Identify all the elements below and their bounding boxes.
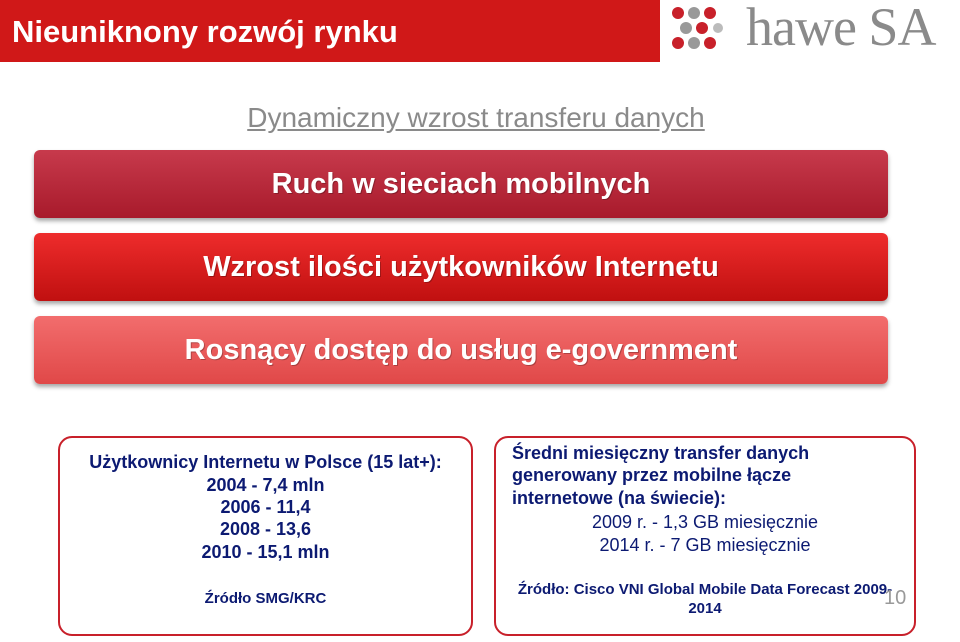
stat-row: 2010 - 15,1 mln <box>201 542 330 562</box>
slide-subtitle: Dynamiczny wzrost transferu danych <box>247 102 705 133</box>
box-source: Źródło: Cisco VNI Global Mobile Data Forecast 2009- <box>517 581 893 598</box>
band-label: Rosnący dostęp do usług e-government <box>184 333 738 366</box>
title-bar <box>0 0 660 62</box>
box-heading: Użytkownicy Internetu w Polsce (15 lat+): <box>89 452 442 472</box>
box-heading: generowany przez mobilne łącze <box>512 465 792 485</box>
mobile-transfer-box <box>494 436 916 636</box>
stat-row: 2014 r. - 7 GB miesięcznie <box>599 535 811 555</box>
stat-row: 2008 - 13,6 <box>219 519 312 539</box>
band-label: Wzrost ilości użytkowników Internetu <box>203 250 719 283</box>
hawe-logo <box>664 0 960 62</box>
box-heading: internetowe (na świecie): <box>512 488 727 508</box>
box-source: Źródło SMG/KRC <box>204 590 327 607</box>
logo-dots-icon <box>664 2 726 60</box>
band-e-government <box>34 316 888 384</box>
stat-row: 2004 - 7,4 mln <box>206 475 325 495</box>
page-number: 10 <box>884 587 907 609</box>
band-label: Ruch w sieciach mobilnych <box>271 167 651 200</box>
stat-row: 2009 r. - 1,3 GB miesięcznie <box>591 512 819 532</box>
logo-brand-text: hawe SA <box>746 0 936 57</box>
page-title: Nieuniknony rozwój rynku <box>12 14 398 49</box>
stat-row: 2006 - 11,4 <box>220 497 311 517</box>
internet-users-box <box>58 436 473 636</box>
box-heading: Średni miesięczny transfer danych <box>512 443 810 463</box>
band-internet-users <box>34 233 888 301</box>
box-source: 2014 <box>688 600 722 617</box>
band-mobile-traffic <box>34 150 888 218</box>
